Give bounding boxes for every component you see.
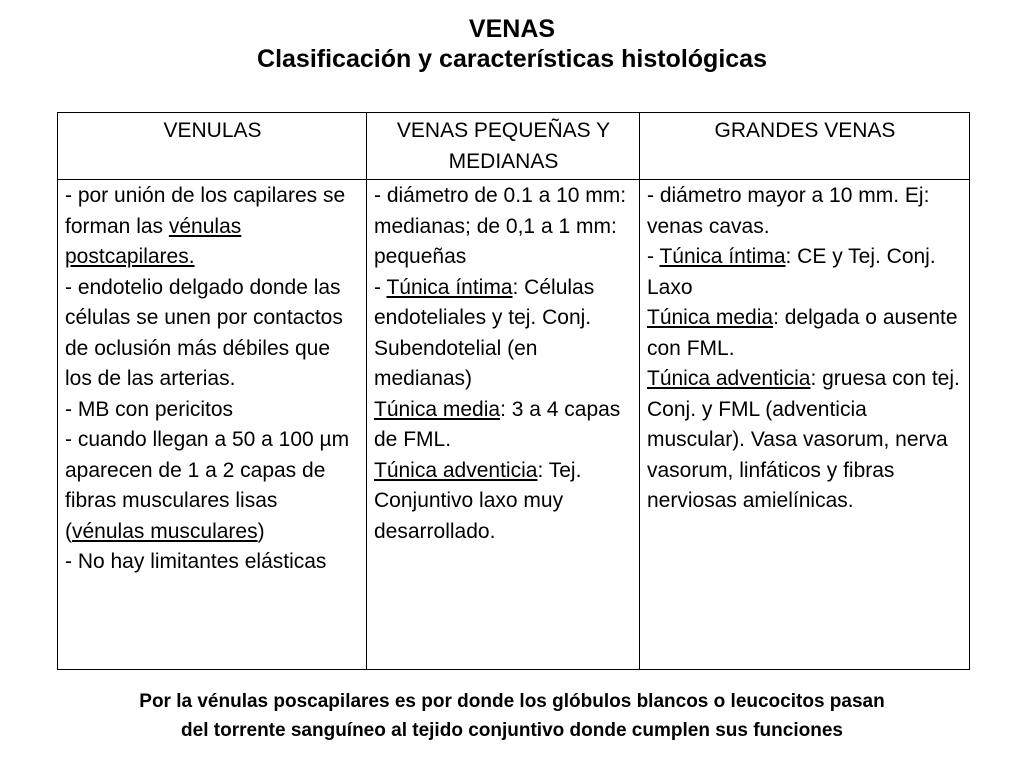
grandes-item-diametro: - diámetro mayor a 10 mm. Ej: venas cavas. [647,184,930,238]
term-tunica-adventicia: Túnica adventicia [374,458,538,482]
term-tunica-media: Túnica media [647,306,774,329]
term-tunica-intima: Túnica íntima [659,245,786,268]
text: - [374,275,387,299]
footer-line-1: Por la vénulas poscapilares es por donde los glóbulos blancos o leucocitos pasan [139,691,885,712]
term-tunica-intima: Túnica íntima [386,275,513,299]
text: ) [257,519,265,543]
medianas-item-diametro: - diámetro de 0.1 a 10 mm: medianas; de 0,1 a 1 mm: pequeñas [374,184,627,268]
term-venulas-musculares: vénulas musculares [72,519,258,543]
grandes-item-adventicia [647,364,963,517]
grandes-item-media [647,303,963,364]
header-grandes-venas: GRANDES VENAS [640,113,970,180]
venulas-item-endotelio: - endotelio delgado donde las células se unen por contactos de oclusión más débiles que los de las arterias. [65,275,343,390]
text: : 3 a 4 capas de FML. [374,397,621,451]
title-main: VENAS [468,15,556,43]
header-venulas: VENULAS [58,113,367,180]
text: : CE y Tej. Conj. Laxo [647,245,936,299]
venulas-item-limitantes: - No hay limitantes elásticas [65,550,327,573]
footer-note [0,687,1024,745]
term-tunica-adventicia: Túnica adventicia [647,367,811,390]
text: - [647,245,660,268]
term-venulas-postcapilares: vénulas postcapilares. [65,214,242,268]
text: : Tej. Conjuntivo laxo muy desarrollado. [374,458,582,543]
table-header-row [58,113,970,180]
header-venas-pequenas-medianas: VENAS PEQUEÑAS Y MEDIANAS [367,113,640,180]
cell-grandes-venas [640,180,970,670]
footer-line-2: del torrente sanguíneo al tejido conjuntivo donde cumplen sus funciones [181,720,843,741]
venulas-item-origen [65,181,360,273]
medianas-item-media [374,395,633,456]
title-subtitle: Clasificación y características histológicas [257,45,767,73]
text: : Células endoteliales y tej. Conj. Subendotelial (en medianas) [374,275,595,390]
grandes-item-intima [647,242,963,303]
text: : gruesa con tej. Conj. y FML (adventicia muscular). Vasa vasorum, nerva vasorum, linfáticos y fibras nerviosas amielínicas. [647,367,960,512]
medianas-item-intima [374,273,633,395]
venulas-item-fibras [65,425,360,547]
term-tunica-media: Túnica media [374,397,501,421]
table-row [58,180,970,670]
slide-title [0,14,1024,74]
cell-venulas [58,180,367,670]
text: - por unión de los capilares se forman las [65,184,346,238]
text: : delgada o ausente con FML. [647,306,958,360]
cell-venas-medianas [367,180,640,670]
venulas-item-mb: - MB con pericitos [65,397,234,421]
medianas-item-adventicia [374,456,633,548]
text: - cuando llegan a 50 a 100 µm aparecen de 1 a 2 capas de fibras musculares lisas ( [65,428,350,543]
venas-classification-table [57,112,970,670]
